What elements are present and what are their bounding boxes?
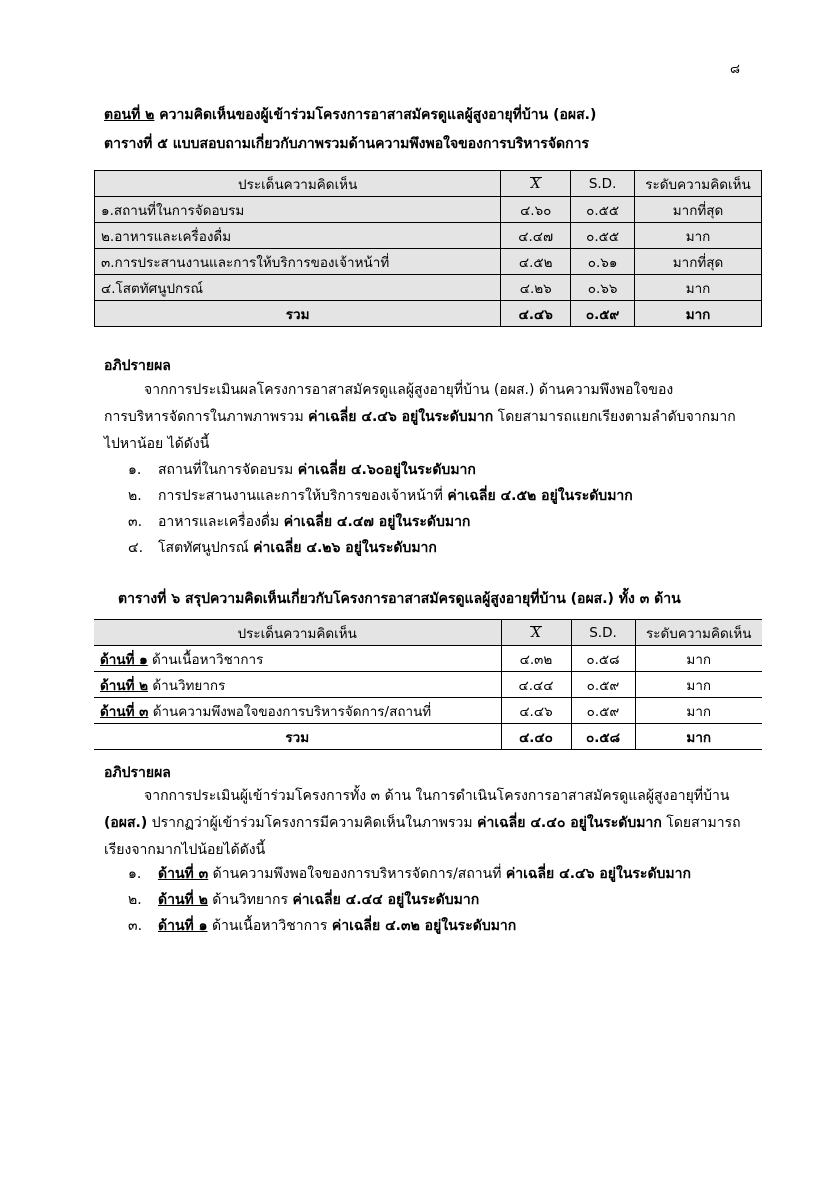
table6-cell-issue: ด้านที่ ๑ ด้านเนื้อหาวิชาการ xyxy=(94,646,501,672)
discussion2-heading: อภิปรายผล xyxy=(104,765,171,781)
table6-header-sd: S.D. xyxy=(571,620,635,646)
table5-cell-mean: ๔.๒๖ xyxy=(501,275,571,301)
discussion1-line2c: โดยสามารถแยกเรียงตามลำดับจากมาก xyxy=(493,409,736,425)
table5-cell-mean: ๔.๔๗ xyxy=(501,223,571,249)
table5-total-sd: ๐.๕๙ xyxy=(571,301,635,327)
table5-header-issue: ประเด็นความคิดเห็น xyxy=(95,171,501,197)
table6-cell-mean: ๔.๔๔ xyxy=(501,672,571,698)
table5-cell-mean: ๔.๕๒ xyxy=(501,249,571,275)
table6-cell-level: มาก xyxy=(635,698,762,724)
table5-cell-issue: ๑.สถานที่ในการจัดอบรม xyxy=(95,197,501,223)
discussion2-list xyxy=(128,861,691,939)
table6-total-sd: ๐.๕๘ xyxy=(571,724,635,750)
table6-cell-mean: ๔.๔๖ xyxy=(501,698,571,724)
table6 xyxy=(94,619,762,750)
table6-title: ตารางที่ ๖ สรุปความคิดเห็นเกี่ยวกับโครงการอาสาสมัครดูแลผู้สูงอายุที่บ้าน (อผส.) ทั้ง ๓ ด้าน xyxy=(118,591,681,607)
list-item: ๓. อาหารและเครื่องดื่ม ค่าเฉลี่ย ๔.๔๗ อยู่ในระดับมาก xyxy=(128,514,471,530)
table5-total-level: มาก xyxy=(635,301,762,327)
discussion2-paragraph xyxy=(104,783,754,864)
part-label: ตอนที่ ๒ xyxy=(104,107,155,123)
discussion1-line2a: การบริหารจัดการในภาพภาพรวม xyxy=(104,409,309,425)
table6-total-mean: ๔.๔๐ xyxy=(501,724,571,750)
page-number: ๘ xyxy=(730,62,741,77)
discussion1-heading: อภิปรายผล xyxy=(104,358,171,374)
table-row xyxy=(95,223,762,249)
list-item: ๓. ด้านที่ ๑ ด้านเนื้อหาวิชาการ ค่าเฉลี่ย ๔.๓๒ อยู่ในระดับมาก xyxy=(128,918,517,934)
table5 xyxy=(94,170,762,327)
part-title xyxy=(104,104,596,126)
table5-total-row xyxy=(95,301,762,327)
table6-cell-issue: ด้านที่ ๓ ด้านความพึงพอใจของการบริหารจัดการ/สถานที่ xyxy=(94,698,501,724)
table5-cell-issue: ๓.การประสานงานและการให้บริการของเจ้าหน้าที่ xyxy=(95,249,501,275)
table5-cell-sd: ๐.๖๑ xyxy=(571,249,635,275)
table5-cell-issue: ๔.โสตทัศนูปกรณ์ xyxy=(95,275,501,301)
table5-cell-level: มาก xyxy=(635,275,762,301)
discussion2-line2d: โดยสามารถ xyxy=(661,815,741,831)
table5-header-row xyxy=(95,171,762,197)
table-row xyxy=(95,249,762,275)
discussion2-line2b: ปรากฏว่าผู้เข้าร่วมโครงการมีความคิดเห็นในภาพรวม xyxy=(147,815,478,831)
discussion1-paragraph xyxy=(104,377,754,458)
table6-cell-level: มาก xyxy=(635,646,762,672)
part-title-text: ความคิดเห็นของผู้เข้าร่วมโครงการอาสาสมัครดูแลผู้สูงอายุที่บ้าน (อผส.) xyxy=(154,107,597,123)
table5-header-sd: S.D. xyxy=(571,171,635,197)
table6-cell-issue: ด้านที่ ๒ ด้านวิทยากร xyxy=(94,672,501,698)
list-item: ๒. การประสานงานและการให้บริการของเจ้าหน้าที่ ค่าเฉลี่ย ๔.๕๒ อยู่ในระดับมาก xyxy=(128,488,633,504)
discussion1-line2b: ค่าเฉลี่ย ๔.๔๖ อยู่ในระดับมาก xyxy=(308,409,494,425)
table6-header-mean: X xyxy=(501,620,571,646)
discussion1-line3: ไปหาน้อย ได้ดังนี้ xyxy=(104,436,210,452)
table6-header-level: ระดับความคิดเห็น xyxy=(635,620,762,646)
table-row xyxy=(95,197,762,223)
table5-cell-mean: ๔.๖๐ xyxy=(501,197,571,223)
table5-total-label: รวม xyxy=(95,301,501,327)
table5-total-mean: ๔.๔๖ xyxy=(501,301,571,327)
table-row xyxy=(94,646,762,672)
list-item: ๑. ด้านที่ ๓ ด้านความพึงพอใจของการบริหารจัดการ/สถานที่ ค่าเฉลี่ย ๔.๔๖ อยู่ในระดับมาก xyxy=(128,866,691,882)
discussion1-list xyxy=(128,457,633,561)
table6-header-issue: ประเด็นความคิดเห็น xyxy=(94,620,501,646)
table5-cell-issue: ๒.อาหารและเครื่องดื่ม xyxy=(95,223,501,249)
list-item: ๑. สถานที่ในการจัดอบรม ค่าเฉลี่ย ๔.๖๐อยู่ในระดับมาก xyxy=(128,462,476,478)
discussion2-line3: เรียงจากมากไปน้อยได้ดังนี้ xyxy=(104,842,266,858)
table-row xyxy=(95,275,762,301)
discussion2-line1: จากการประเมินผู้เข้าร่วมโครงการทั้ง ๓ ด้าน ในการดำเนินโครงการอาสาสมัครดูแลผู้สูงอายุที่บ้าน xyxy=(144,788,730,804)
table6-total-label: รวม xyxy=(94,724,501,750)
table5-cell-sd: ๐.๕๕ xyxy=(571,223,635,249)
table5-cell-sd: ๐.๖๖ xyxy=(571,275,635,301)
table5-header-level: ระดับความคิดเห็น xyxy=(635,171,762,197)
table5-cell-level: มากที่สุด xyxy=(635,197,762,223)
table6-cell-sd: ๐.๕๙ xyxy=(571,698,635,724)
discussion2-line2c: ค่าเฉลี่ย ๔.๔๐ อยู่ในระดับมาก xyxy=(477,815,662,831)
table5-cell-level: มาก xyxy=(635,223,762,249)
table5-title: ตารางที่ ๕ แบบสอบถามเกี่ยวกับภาพรวมด้านความพึงพอใจของการบริหารจัดการ xyxy=(104,136,589,152)
table6-cell-mean: ๔.๓๒ xyxy=(501,646,571,672)
table6-total-row xyxy=(94,724,762,750)
table6-cell-level: มาก xyxy=(635,672,762,698)
table6-header-row xyxy=(94,620,762,646)
table-row xyxy=(94,672,762,698)
table5-cell-level: มากที่สุด xyxy=(635,249,762,275)
discussion2-line2a: (อผส.) xyxy=(104,815,148,831)
table6-total-level: มาก xyxy=(635,724,762,750)
list-item: ๔. โสตทัศนูปกรณ์ ค่าเฉลี่ย ๔.๒๖ อยู่ในระดับมาก xyxy=(128,540,437,556)
table-row xyxy=(94,698,762,724)
discussion1-line1: จากการประเมินผลโครงการอาสาสมัครดูแลผู้สูงอายุที่บ้าน (อผส.) ด้านความพึงพอใจของ xyxy=(144,382,674,398)
list-item: ๒. ด้านที่ ๒ ด้านวิทยากร ค่าเฉลี่ย ๔.๔๔ อยู่ในระดับมาก xyxy=(128,892,480,908)
table5-header-mean: X xyxy=(501,171,571,197)
table6-cell-sd: ๐.๕๘ xyxy=(571,646,635,672)
table5-cell-sd: ๐.๕๕ xyxy=(571,197,635,223)
table6-cell-sd: ๐.๕๙ xyxy=(571,672,635,698)
